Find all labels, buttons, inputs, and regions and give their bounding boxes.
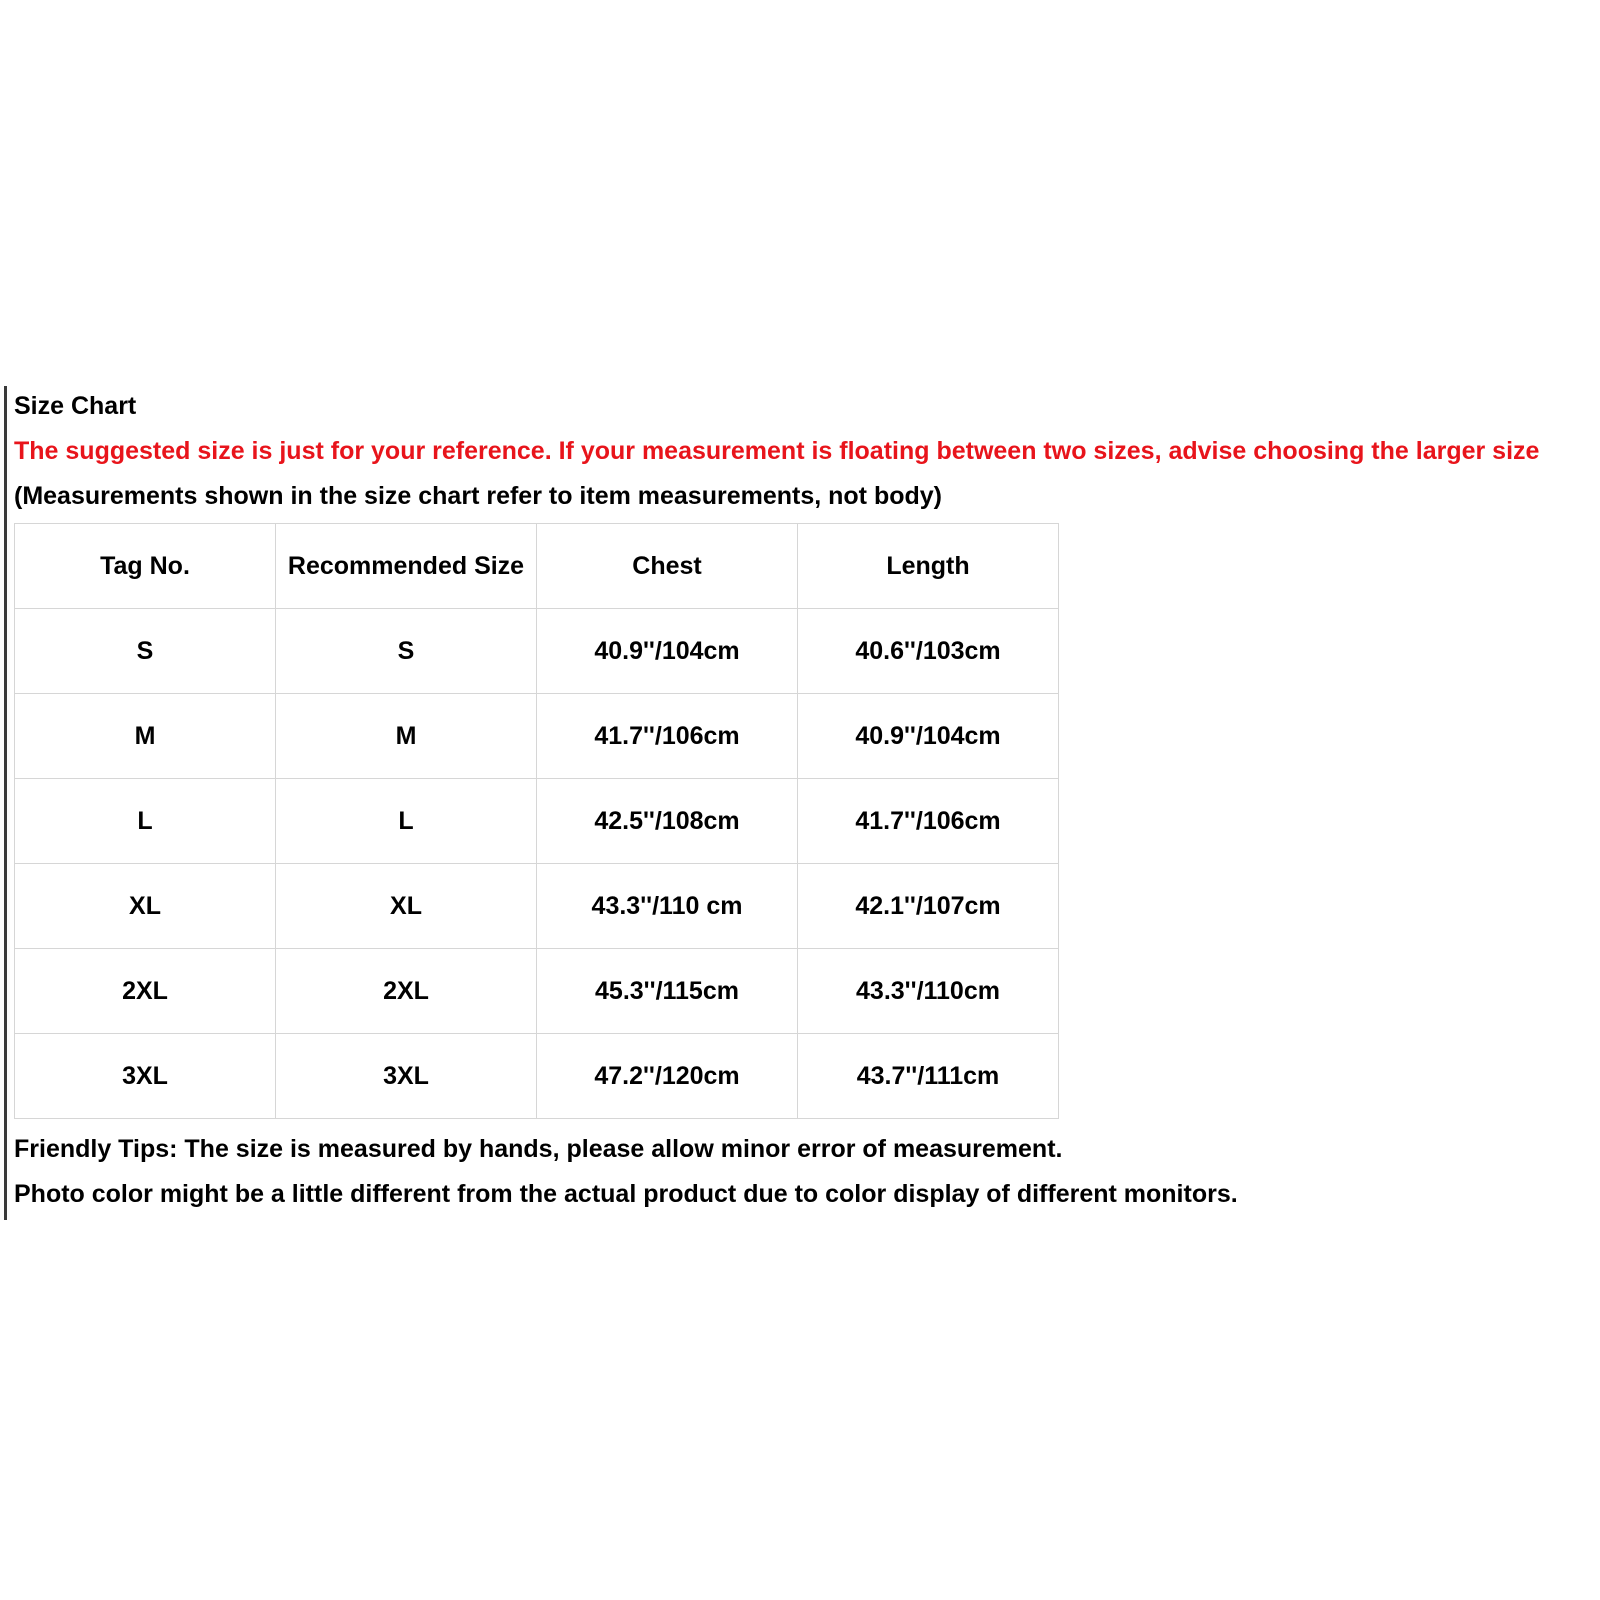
table-row (15, 864, 1059, 949)
table-header-row (15, 524, 1059, 609)
cell-recommended-size: 2XL (276, 949, 537, 1034)
header-tag-no: Tag No. (15, 524, 276, 609)
cell-chest: 42.5''/108cm (537, 779, 798, 864)
cell-length: 43.3''/110cm (798, 949, 1059, 1034)
cell-length: 40.6''/103cm (798, 609, 1059, 694)
size-notice: The suggested size is just for your reference. If your measurement is floating between two sizes, advise choosing the larger size (14, 437, 1540, 465)
cell-recommended-size: M (276, 694, 537, 779)
cell-tag-no: 3XL (15, 1034, 276, 1119)
size-table (14, 523, 1059, 1119)
cell-chest: 45.3''/115cm (537, 949, 798, 1034)
friendly-tips: Friendly Tips: The size is measured by hands, please allow minor error of measurement. (14, 1135, 1063, 1163)
table-row (15, 949, 1059, 1034)
cell-chest: 47.2''/120cm (537, 1034, 798, 1119)
cell-length: 41.7''/106cm (798, 779, 1059, 864)
size-table-wrapper (14, 523, 1600, 1119)
cell-length: 42.1''/107cm (798, 864, 1059, 949)
cell-recommended-size: S (276, 609, 537, 694)
cell-tag-no: XL (15, 864, 276, 949)
cell-recommended-size: XL (276, 864, 537, 949)
cell-tag-no: 2XL (15, 949, 276, 1034)
cell-chest: 43.3''/110 cm (537, 864, 798, 949)
cell-tag-no: M (15, 694, 276, 779)
cell-tag-no: L (15, 779, 276, 864)
size-chart-section (14, 384, 1600, 1217)
photo-color-note: Photo color might be a little different from the actual product due to color display of different monitors. (14, 1180, 1238, 1208)
header-length: Length (798, 524, 1059, 609)
cell-recommended-size: L (276, 779, 537, 864)
table-row (15, 1034, 1059, 1119)
table-row (15, 779, 1059, 864)
measurement-note: (Measurements shown in the size chart refer to item measurements, not body) (14, 482, 942, 510)
cell-recommended-size: 3XL (276, 1034, 537, 1119)
header-chest: Chest (537, 524, 798, 609)
size-chart-title: Size Chart (14, 392, 137, 420)
header-recommended-size: Recommended Size (276, 524, 537, 609)
cell-chest: 41.7''/106cm (537, 694, 798, 779)
table-row (15, 609, 1059, 694)
cell-length: 40.9''/104cm (798, 694, 1059, 779)
cell-length: 43.7''/111cm (798, 1034, 1059, 1119)
left-border-rule (4, 386, 7, 1220)
cell-tag-no: S (15, 609, 276, 694)
table-row (15, 694, 1059, 779)
cell-chest: 40.9''/104cm (537, 609, 798, 694)
